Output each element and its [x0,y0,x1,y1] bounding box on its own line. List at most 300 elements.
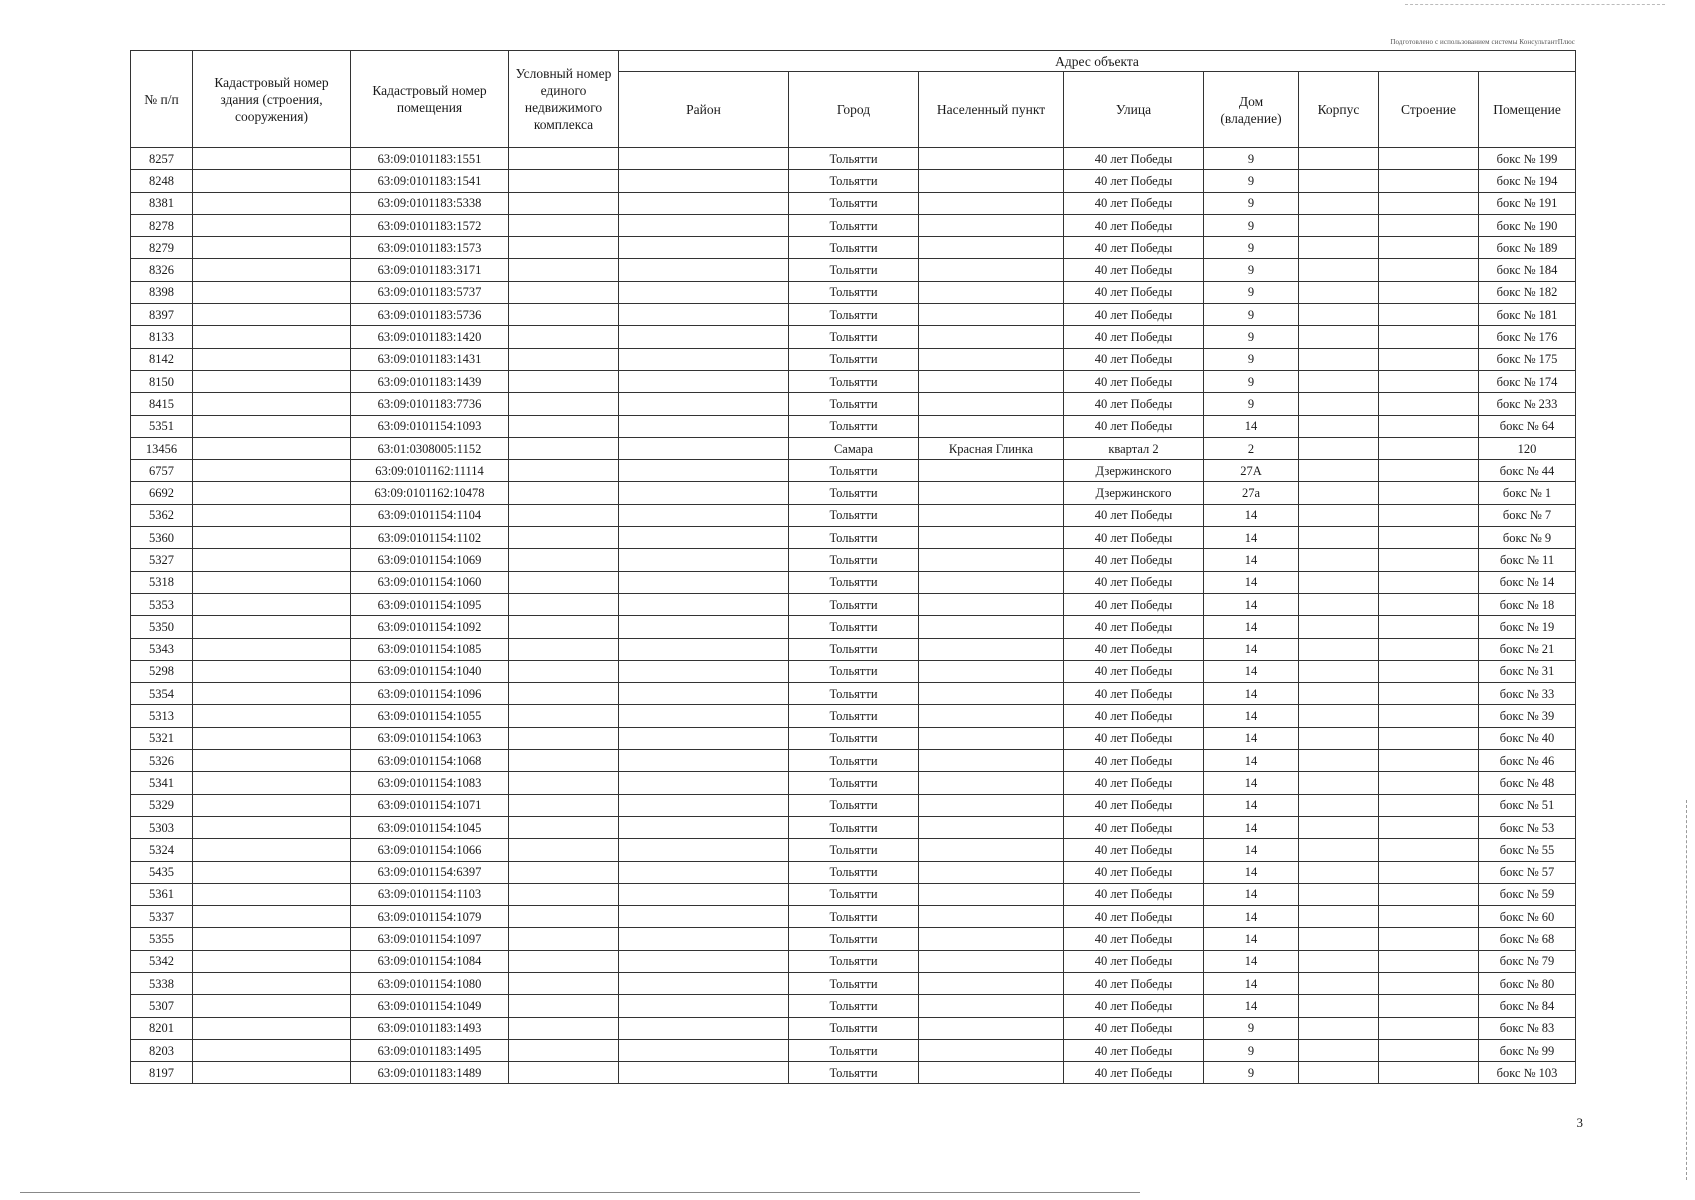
cell-korpus [1299,683,1379,705]
cell-street: 40 лет Победы [1064,281,1204,303]
cell-room-cadastral: 63:09:0101183:1420 [351,326,509,348]
cell-room: бокс № 46 [1479,750,1576,772]
cell-settlement [919,638,1064,660]
cell-conditional-number [509,259,619,281]
cell-district [619,460,789,482]
cell-num: 8197 [131,1062,193,1084]
cell-street: 40 лет Победы [1064,549,1204,571]
cell-city: Тольятти [789,393,919,415]
cell-korpus [1299,281,1379,303]
cell-district [619,527,789,549]
cell-conditional-number [509,170,619,192]
cell-city: Тольятти [789,727,919,749]
cell-room: бокс № 194 [1479,170,1576,192]
cell-building [1379,816,1479,838]
cell-num: 8381 [131,192,193,214]
cell-settlement [919,794,1064,816]
cell-city: Тольятти [789,348,919,370]
cell-street: 40 лет Победы [1064,326,1204,348]
cell-room-cadastral: 63:09:0101162:11114 [351,460,509,482]
cell-conditional-number [509,437,619,459]
cell-district [619,928,789,950]
cell-settlement [919,1017,1064,1039]
cell-building [1379,1039,1479,1061]
table-row [131,1017,1576,1039]
cell-num: 5350 [131,616,193,638]
table-row [131,370,1576,392]
cell-building-cadastral [193,348,351,370]
cell-num: 8133 [131,326,193,348]
cell-city: Самара [789,437,919,459]
cell-settlement [919,727,1064,749]
cell-room-cadastral: 63:09:0101154:1095 [351,593,509,615]
cell-city: Тольятти [789,259,919,281]
cell-room: бокс № 57 [1479,861,1576,883]
cell-room-cadastral: 63:09:0101183:1573 [351,237,509,259]
cell-city: Тольятти [789,660,919,682]
cell-house: 9 [1204,348,1299,370]
cell-room: бокс № 175 [1479,348,1576,370]
cell-building-cadastral [193,972,351,994]
cell-city: Тольятти [789,972,919,994]
cell-korpus [1299,616,1379,638]
cell-city: Тольятти [789,683,919,705]
cell-building-cadastral [193,370,351,392]
cell-num: 5318 [131,571,193,593]
cell-settlement [919,616,1064,638]
cell-settlement [919,571,1064,593]
cell-city: Тольятти [789,304,919,326]
cell-settlement [919,861,1064,883]
cell-street: 40 лет Победы [1064,906,1204,928]
cell-house: 14 [1204,504,1299,526]
cell-settlement [919,995,1064,1017]
cell-building-cadastral [193,928,351,950]
cell-room: бокс № 60 [1479,906,1576,928]
cell-house: 9 [1204,393,1299,415]
cell-num: 8257 [131,148,193,170]
cell-room-cadastral: 63:09:0101183:5737 [351,281,509,303]
table-row [131,839,1576,861]
table-row [131,148,1576,170]
cell-settlement [919,549,1064,571]
cell-settlement [919,883,1064,905]
cell-city: Тольятти [789,214,919,236]
cell-korpus [1299,750,1379,772]
cell-building-cadastral [193,214,351,236]
cell-conditional-number [509,638,619,660]
cell-street: 40 лет Победы [1064,638,1204,660]
cell-building [1379,326,1479,348]
cell-korpus [1299,861,1379,883]
cell-building [1379,259,1479,281]
cell-city: Тольятти [789,816,919,838]
cell-room-cadastral: 63:09:0101154:1102 [351,527,509,549]
cell-district [619,883,789,905]
table-body [131,148,1576,1084]
cell-building-cadastral [193,593,351,615]
header-building-cadastral: Кадастровый номер здания (строения, сооружения) [193,51,351,148]
cell-num: 6757 [131,460,193,482]
cell-korpus [1299,214,1379,236]
cell-house: 9 [1204,326,1299,348]
cell-room: бокс № 53 [1479,816,1576,838]
cell-building-cadastral [193,794,351,816]
cell-building [1379,170,1479,192]
cell-district [619,616,789,638]
cell-room-cadastral: 63:09:0101154:1085 [351,638,509,660]
cell-building [1379,794,1479,816]
cell-building [1379,304,1479,326]
cell-room: бокс № 55 [1479,839,1576,861]
cell-korpus [1299,638,1379,660]
consultant-plus-watermark: Подготовлено с использованием системы КонсультантПлюс [1390,38,1575,46]
cell-city: Тольятти [789,928,919,950]
cell-korpus [1299,326,1379,348]
cell-district [619,1017,789,1039]
cell-district [619,237,789,259]
cell-room-cadastral: 63:09:0101154:1055 [351,705,509,727]
cell-city: Тольятти [789,1017,919,1039]
cell-korpus [1299,1017,1379,1039]
header-room: Помещение [1479,72,1576,148]
table-row [131,972,1576,994]
cell-settlement [919,326,1064,348]
cell-room-cadastral: 63:01:0308005:1152 [351,437,509,459]
cell-settlement [919,504,1064,526]
cell-room: бокс № 40 [1479,727,1576,749]
cell-city: Тольятти [789,460,919,482]
cell-num: 5354 [131,683,193,705]
cell-room: бокс № 14 [1479,571,1576,593]
cell-num: 8279 [131,237,193,259]
cell-num: 8278 [131,214,193,236]
cell-room: бокс № 103 [1479,1062,1576,1084]
cell-house: 14 [1204,549,1299,571]
cell-building-cadastral [193,170,351,192]
cell-district [619,660,789,682]
cell-district [619,393,789,415]
cell-building-cadastral [193,281,351,303]
cell-street: 40 лет Победы [1064,727,1204,749]
cell-settlement [919,816,1064,838]
cell-room-cadastral: 63:09:0101154:1104 [351,504,509,526]
cell-street: 40 лет Победы [1064,1017,1204,1039]
cell-city: Тольятти [789,192,919,214]
header-settlement: Населенный пункт [919,72,1064,148]
cell-building [1379,237,1479,259]
table-row [131,616,1576,638]
cell-room-cadastral: 63:09:0101183:3171 [351,259,509,281]
cell-building [1379,348,1479,370]
table-row [131,549,1576,571]
cell-room: бокс № 174 [1479,370,1576,392]
cell-building [1379,616,1479,638]
header-house: Дом (владение) [1204,72,1299,148]
cell-city: Тольятти [789,995,919,1017]
cell-city: Тольятти [789,705,919,727]
cell-settlement [919,593,1064,615]
page-number: 3 [1576,1115,1583,1130]
cell-house: 14 [1204,415,1299,437]
cell-house: 9 [1204,148,1299,170]
cell-street: 40 лет Победы [1064,995,1204,1017]
cell-street: 40 лет Победы [1064,772,1204,794]
table-row [131,214,1576,236]
table-row [131,683,1576,705]
cell-num: 5351 [131,415,193,437]
cell-korpus [1299,727,1379,749]
cell-district [619,437,789,459]
cell-conditional-number [509,1017,619,1039]
table-row [131,527,1576,549]
cell-korpus [1299,482,1379,504]
cell-korpus [1299,170,1379,192]
cell-room-cadastral: 63:09:0101154:1083 [351,772,509,794]
cell-building-cadastral [193,393,351,415]
cell-district [619,170,789,192]
cell-korpus [1299,816,1379,838]
cell-street: 40 лет Победы [1064,816,1204,838]
table-row [131,816,1576,838]
cell-street: 40 лет Победы [1064,928,1204,950]
cell-building [1379,906,1479,928]
cell-num: 5341 [131,772,193,794]
cell-settlement [919,772,1064,794]
cell-building-cadastral [193,504,351,526]
cell-building [1379,571,1479,593]
cell-conditional-number [509,482,619,504]
cell-building [1379,727,1479,749]
cell-settlement [919,214,1064,236]
cell-house: 14 [1204,839,1299,861]
cell-room-cadastral: 63:09:0101154:1071 [351,794,509,816]
cell-conditional-number [509,393,619,415]
cell-district [619,705,789,727]
cell-room-cadastral: 63:09:0101154:1093 [351,415,509,437]
cell-korpus [1299,148,1379,170]
cell-conditional-number [509,861,619,883]
cell-house: 14 [1204,883,1299,905]
cell-house: 9 [1204,1039,1299,1061]
cell-conditional-number [509,460,619,482]
cell-building-cadastral [193,437,351,459]
cell-conditional-number [509,772,619,794]
cell-building-cadastral [193,638,351,660]
cell-korpus [1299,549,1379,571]
cell-korpus [1299,906,1379,928]
cell-room-cadastral: 63:09:0101154:1096 [351,683,509,705]
cell-korpus [1299,504,1379,526]
cell-building-cadastral [193,772,351,794]
cell-room: 120 [1479,437,1576,459]
cell-conditional-number [509,972,619,994]
cell-num: 5353 [131,593,193,615]
cell-room: бокс № 39 [1479,705,1576,727]
table-row [131,460,1576,482]
cell-building-cadastral [193,883,351,905]
cell-settlement [919,928,1064,950]
cell-room-cadastral: 63:09:0101183:1551 [351,148,509,170]
cell-street: 40 лет Победы [1064,660,1204,682]
table-row [131,259,1576,281]
cell-building-cadastral [193,839,351,861]
cell-house: 14 [1204,995,1299,1017]
cell-num: 8248 [131,170,193,192]
cell-settlement [919,259,1064,281]
cell-building [1379,393,1479,415]
property-register-table [130,50,1576,1084]
cell-building [1379,192,1479,214]
header-korpus: Корпус [1299,72,1379,148]
cell-district [619,861,789,883]
cell-room-cadastral: 63:09:0101183:1489 [351,1062,509,1084]
cell-street: 40 лет Победы [1064,616,1204,638]
cell-street: 40 лет Победы [1064,370,1204,392]
cell-building-cadastral [193,660,351,682]
cell-num: 5329 [131,794,193,816]
table-row [131,705,1576,727]
table-row [131,415,1576,437]
header-city: Город [789,72,919,148]
scan-artifact-edge [1684,800,1687,1180]
cell-room: бокс № 31 [1479,660,1576,682]
cell-room: бокс № 80 [1479,972,1576,994]
cell-district [619,571,789,593]
cell-building-cadastral [193,727,351,749]
cell-street: 40 лет Победы [1064,571,1204,593]
cell-street: 40 лет Победы [1064,593,1204,615]
cell-building [1379,1017,1479,1039]
cell-street: 40 лет Победы [1064,214,1204,236]
cell-room: бокс № 83 [1479,1017,1576,1039]
cell-settlement [919,839,1064,861]
cell-city: Тольятти [789,883,919,905]
cell-city: Тольятти [789,794,919,816]
cell-street: 40 лет Победы [1064,883,1204,905]
cell-district [619,683,789,705]
cell-building-cadastral [193,616,351,638]
cell-room: бокс № 68 [1479,928,1576,950]
cell-city: Тольятти [789,281,919,303]
cell-korpus [1299,348,1379,370]
cell-room-cadastral: 63:09:0101183:5338 [351,192,509,214]
cell-building [1379,460,1479,482]
cell-city: Тольятти [789,950,919,972]
cell-room: бокс № 19 [1479,616,1576,638]
cell-house: 9 [1204,237,1299,259]
cell-korpus [1299,705,1379,727]
cell-building [1379,660,1479,682]
cell-conditional-number [509,928,619,950]
cell-city: Тольятти [789,861,919,883]
cell-korpus [1299,1039,1379,1061]
cell-district [619,148,789,170]
cell-settlement [919,750,1064,772]
cell-building [1379,281,1479,303]
cell-street: 40 лет Победы [1064,950,1204,972]
cell-room-cadastral: 63:09:0101154:1066 [351,839,509,861]
cell-room: бокс № 21 [1479,638,1576,660]
cell-conditional-number [509,214,619,236]
cell-building [1379,861,1479,883]
cell-korpus [1299,950,1379,972]
cell-house: 14 [1204,750,1299,772]
cell-city: Тольятти [789,750,919,772]
cell-room-cadastral: 63:09:0101154:1092 [351,616,509,638]
cell-building [1379,750,1479,772]
cell-settlement [919,972,1064,994]
cell-korpus [1299,883,1379,905]
cell-district [619,972,789,994]
table-row [131,750,1576,772]
cell-num: 8398 [131,281,193,303]
cell-building-cadastral [193,326,351,348]
cell-district [619,593,789,615]
cell-korpus [1299,571,1379,593]
cell-room-cadastral: 63:09:0101154:1103 [351,883,509,905]
cell-room: бокс № 1 [1479,482,1576,504]
cell-room: бокс № 44 [1479,460,1576,482]
cell-house: 14 [1204,593,1299,615]
cell-building-cadastral [193,906,351,928]
cell-building-cadastral [193,1039,351,1061]
cell-district [619,750,789,772]
cell-conditional-number [509,727,619,749]
cell-city: Тольятти [789,906,919,928]
cell-num: 5313 [131,705,193,727]
cell-district [619,482,789,504]
cell-building-cadastral [193,549,351,571]
cell-house: 14 [1204,660,1299,682]
cell-room: бокс № 84 [1479,995,1576,1017]
cell-street: 40 лет Победы [1064,237,1204,259]
cell-room: бокс № 7 [1479,504,1576,526]
cell-district [619,281,789,303]
cell-room-cadastral: 63:09:0101183:1439 [351,370,509,392]
cell-building [1379,772,1479,794]
cell-district [619,1062,789,1084]
table-row [131,593,1576,615]
cell-room-cadastral: 63:09:0101154:1060 [351,571,509,593]
cell-conditional-number [509,839,619,861]
cell-city: Тольятти [789,839,919,861]
cell-city: Тольятти [789,616,919,638]
cell-conditional-number [509,549,619,571]
table-row [131,794,1576,816]
cell-street: 40 лет Победы [1064,705,1204,727]
cell-house: 9 [1204,192,1299,214]
cell-building [1379,214,1479,236]
cell-korpus [1299,527,1379,549]
cell-street: 40 лет Победы [1064,1039,1204,1061]
cell-room-cadastral: 63:09:0101183:1572 [351,214,509,236]
cell-building [1379,527,1479,549]
cell-building-cadastral [193,148,351,170]
cell-house: 14 [1204,816,1299,838]
cell-district [619,839,789,861]
cell-district [619,816,789,838]
cell-house: 14 [1204,772,1299,794]
cell-district [619,1039,789,1061]
cell-conditional-number [509,906,619,928]
cell-conditional-number [509,304,619,326]
cell-num: 5303 [131,816,193,838]
cell-settlement [919,1039,1064,1061]
cell-num: 8201 [131,1017,193,1039]
cell-num: 8203 [131,1039,193,1061]
cell-street: 40 лет Победы [1064,750,1204,772]
